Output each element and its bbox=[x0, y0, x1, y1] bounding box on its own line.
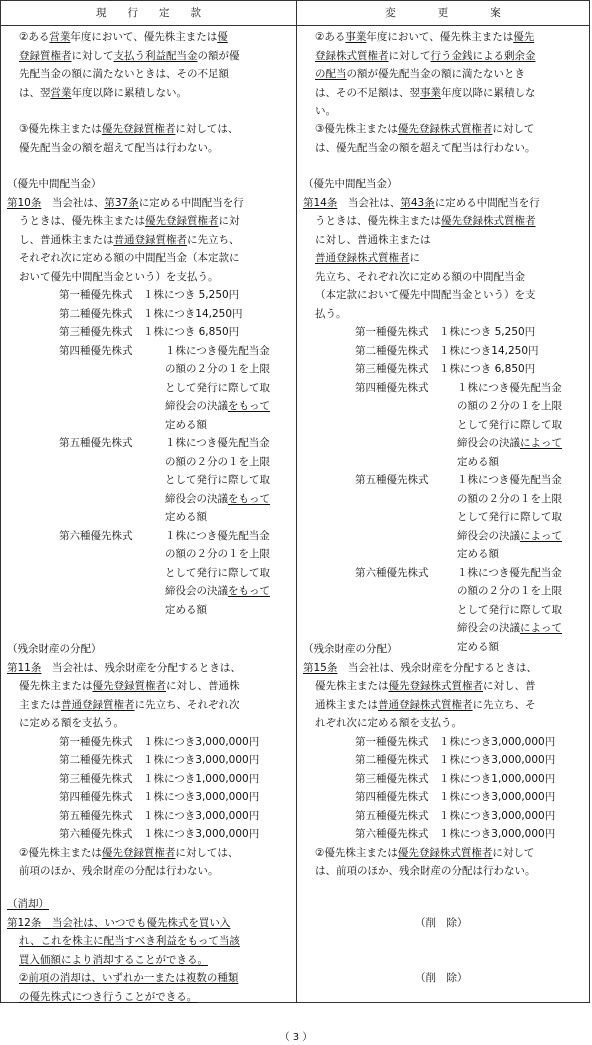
article-line: おいて優先中間配当金という）を支払う。 bbox=[19, 270, 219, 283]
proposed-amendment-heading: 変 更 案 bbox=[385, 7, 501, 19]
paragraph-line: は、翌営業年度以降に累積しない。 bbox=[19, 86, 187, 99]
article-line: 普通登録株式質権者に bbox=[315, 252, 420, 264]
paragraph-line: ②優先株主または優先登録株式質権者に対して bbox=[315, 846, 535, 859]
dividend-item-text: として発行に際して取 bbox=[165, 381, 270, 394]
dividend-item-text: １株につき優先配当金 bbox=[457, 474, 562, 486]
distribution-item: 第五種優先株式 １株につき3,000,000円 bbox=[355, 809, 556, 822]
dividend-item-text: 定める額 bbox=[457, 455, 499, 468]
dividend-item-text: の額の２分の１を上限 bbox=[165, 455, 270, 468]
dividend-item-text: の額の２分の１を上限 bbox=[165, 363, 270, 375]
paragraph-line: ②優先株主または優先登録質権者に対しては、 bbox=[19, 846, 239, 859]
article-line: 第14条 当会社は、第43条に定める中間配当を行 bbox=[303, 196, 540, 209]
paragraph-line: は、その不足額は、翌事業年度以降に累積しな bbox=[315, 86, 536, 99]
article-line: 優先株主または優先登録質権者に対し、普通株 bbox=[19, 680, 240, 692]
article-line: 優先株主または優先登録株式質権者に対し、普 bbox=[315, 680, 536, 692]
dividend-item-text: 定める額 bbox=[457, 548, 499, 560]
distribution-item: 第二種優先株式 １株につき3,000,000円 bbox=[355, 754, 556, 766]
article-line: れぞれ次に定める額を支払う。 bbox=[315, 717, 462, 729]
distribution-item: 第六種優先株式 １株につき3,000,000円 bbox=[59, 828, 260, 840]
dividend-item-text: １株につき優先配当金 bbox=[457, 566, 562, 579]
distribution-item: 第二種優先株式 １株につき3,000,000円 bbox=[59, 754, 260, 766]
dividend-item: 第一種優先株式 １株につき 5,250円 bbox=[355, 326, 536, 338]
dividend-item: 第三種優先株式 １株につき 6,850円 bbox=[355, 363, 536, 375]
article-line: 買入価額により消却することができる。 bbox=[19, 953, 208, 966]
section-title: （残余財産の分配） bbox=[7, 643, 102, 655]
article-line: 第15条 当会社は、残余財産を分配するときは、 bbox=[303, 661, 537, 674]
current-articles-heading: 現 行 定 款 bbox=[96, 7, 201, 19]
deleted-marker: （削 除） bbox=[415, 972, 468, 984]
paragraph-line: ③優先株主または優先登録質権者に対しては、 bbox=[19, 123, 239, 135]
section-title: （残余財産の分配） bbox=[303, 643, 398, 655]
dividend-item-text: 締役会の決議をもって bbox=[165, 400, 270, 412]
dividend-item-text: １株につき優先配当金 bbox=[165, 529, 270, 542]
article-line: に定める額を支払う。 bbox=[19, 717, 124, 729]
dividend-item-text: 締役会の決議によって bbox=[457, 622, 562, 634]
article-number: 第11条 bbox=[7, 661, 42, 674]
article-line: し、普通株主または普通登録質権者に先立ち、 bbox=[19, 233, 240, 246]
paragraph-line: は、優先配当金の額を超えて配当は行わない。 bbox=[315, 141, 536, 154]
column-divider bbox=[296, 1, 297, 1002]
distribution-item: 第一種優先株式 １株につき3,000,000円 bbox=[59, 735, 260, 748]
article-line: 第11条 当会社は、残余財産を分配するときは、 bbox=[7, 661, 241, 674]
article-line: の優先株式につき行うことができる。 bbox=[19, 990, 198, 1003]
article-line: 第10条 当会社は、第37条に定める中間配当を行 bbox=[7, 196, 244, 209]
dividend-item-text: の額の２分の１を上限 bbox=[457, 492, 562, 505]
dividend-item: 第二種優先株式 １株につき14,250円 bbox=[355, 344, 539, 357]
dividend-item-text: 定める額 bbox=[165, 603, 207, 616]
article-line: に対し、普通株主または bbox=[315, 233, 431, 246]
paragraph-line: は、前項のほか、残余財産の分配は行わない。 bbox=[315, 865, 536, 877]
section-title: （優先中間配当金） bbox=[7, 178, 102, 190]
dividend-item-text: 定める額 bbox=[165, 511, 207, 523]
article-line: 先立ち、それぞれ次に定める額の中間配当金 bbox=[315, 270, 525, 283]
dividend-item: 第二種優先株式 １株につき14,250円 bbox=[59, 307, 243, 320]
page-number: （ 3 ） bbox=[279, 1032, 313, 1043]
paragraph-line: 前項のほか、残余財産の分配は行わない。 bbox=[19, 865, 219, 877]
dividend-item-text: として発行に際して取 bbox=[165, 474, 270, 486]
dividend-item-text: 締役会の決議をもって bbox=[165, 585, 270, 597]
paragraph-line: の配当の額が優先配当金の額に満たないとき bbox=[315, 68, 525, 80]
dividend-item-class: 第六種優先株式 bbox=[59, 529, 133, 542]
dividend-item-text: 定める額 bbox=[457, 640, 499, 653]
paragraph-line: ②ある事業年度において、優先株主または優先 bbox=[315, 31, 535, 43]
distribution-item: 第三種優先株式 １株につき1,000,000円 bbox=[59, 772, 260, 785]
dividend-item-text: 締役会の決議によって bbox=[457, 529, 562, 542]
article-line: それぞれ次に定める額の中間配当金（本定款に bbox=[19, 252, 240, 264]
article-line: うときは、優先株主または優先登録質権者に対 bbox=[19, 215, 240, 227]
dividend-item-text: １株につき優先配当金 bbox=[165, 437, 270, 449]
article-line: うときは、優先株主または優先登録株式質権者 bbox=[315, 215, 536, 227]
table-header bbox=[1, 1, 589, 26]
deleted-marker: （削 除） bbox=[415, 916, 468, 929]
dividend-item-text: １株につき優先配当金 bbox=[165, 344, 270, 357]
distribution-item: 第四種優先株式 １株につき3,000,000円 bbox=[59, 791, 260, 803]
article-line: ②前項の消却は、いずれか一または複数の種類 bbox=[19, 972, 239, 984]
paragraph-line: 先配当金の額に満たないときは、その不足額 bbox=[19, 68, 229, 80]
dividend-item-text: 定める額 bbox=[165, 418, 207, 431]
section-title: （消却） bbox=[7, 898, 49, 910]
distribution-item: 第三種優先株式 １株につき1,000,000円 bbox=[355, 772, 556, 785]
paragraph-line: 優先配当金の額を超えて配当は行わない。 bbox=[19, 141, 219, 154]
article-line: 払う。 bbox=[315, 307, 347, 320]
paragraph-line: い。 bbox=[315, 105, 336, 117]
article-line: れ、これを株主に配当すべき利益をもって当該 bbox=[19, 935, 240, 947]
article-number: 第12条 bbox=[7, 916, 42, 929]
dividend-item-text: として発行に際して取 bbox=[457, 418, 562, 431]
dividend-item-text: の額の２分の１を上限 bbox=[165, 548, 270, 560]
paragraph-line: ③優先株主または優先登録株式質権者に対して bbox=[315, 123, 535, 135]
distribution-item: 第六種優先株式 １株につき3,000,000円 bbox=[355, 828, 556, 840]
distribution-item: 第四種優先株式 １株につき3,000,000円 bbox=[355, 791, 556, 803]
dividend-item-text: として発行に際して取 bbox=[165, 566, 270, 579]
article-line: 主または普通登録質権者に先立ち、それぞれ次 bbox=[19, 698, 240, 711]
article-number: 第15条 bbox=[303, 661, 338, 674]
article-number: 第14条 bbox=[303, 196, 338, 209]
dividend-item-text: の額の２分の１を上限 bbox=[457, 400, 562, 412]
dividend-item-text: 締役会の決議によって bbox=[457, 437, 562, 449]
dividend-item-text: 締役会の決議をもって bbox=[165, 492, 270, 505]
dividend-item-text: として発行に際して取 bbox=[457, 511, 562, 523]
paragraph-line: 登録質権者に対して支払う利益配当金の額が優 bbox=[19, 49, 240, 62]
section-title: （優先中間配当金） bbox=[303, 178, 398, 190]
dividend-item-class: 第五種優先株式 bbox=[59, 437, 133, 449]
dividend-item-text: として発行に際して取 bbox=[457, 603, 562, 616]
distribution-item: 第五種優先株式 １株につき3,000,000円 bbox=[59, 809, 260, 822]
distribution-item: 第一種優先株式 １株につき3,000,000円 bbox=[355, 735, 556, 748]
dividend-item-class: 第四種優先株式 bbox=[355, 381, 429, 394]
dividend-item-class: 第五種優先株式 bbox=[355, 474, 429, 486]
article-line: （本定款において優先中間配当金という）を支 bbox=[315, 289, 536, 301]
dividend-item-text: １株につき優先配当金 bbox=[457, 381, 562, 394]
dividend-item: 第一種優先株式 １株につき 5,250円 bbox=[59, 289, 240, 301]
paragraph-line: ②ある営業年度において、優先株主または優 bbox=[19, 31, 228, 43]
dividend-item: 第三種優先株式 １株につき 6,850円 bbox=[59, 326, 240, 338]
article-line: 第12条 当会社は、いつでも優先株式を買い入 bbox=[7, 916, 231, 929]
dividend-item-class: 第六種優先株式 bbox=[355, 566, 429, 579]
dividend-item-text: の額の２分の１を上限 bbox=[457, 585, 562, 597]
article-number: 第10条 bbox=[7, 196, 42, 209]
article-line: 通株主または普通登録株式質権者に先立ち、そ bbox=[315, 698, 536, 711]
paragraph-line: 登録株式質権者に対して行う金銭による剰余金 bbox=[315, 49, 536, 62]
dividend-item-class: 第四種優先株式 bbox=[59, 344, 133, 357]
